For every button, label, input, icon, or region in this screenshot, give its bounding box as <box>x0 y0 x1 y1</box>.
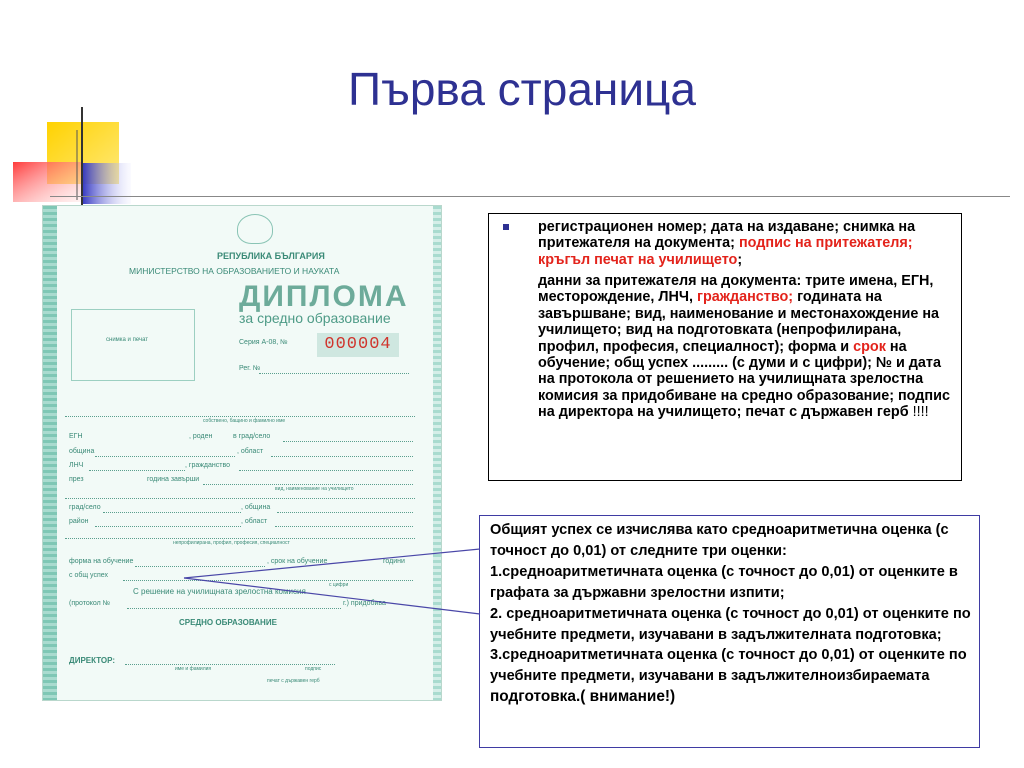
diploma-in-city: в град/село <box>233 433 271 440</box>
diploma-success: с общ успех <box>69 572 109 579</box>
diploma-municipality: община <box>69 448 95 455</box>
diploma-egn: ЕГН <box>69 433 83 440</box>
text-line: 3.средноаритметичната оценка (с точност до 0,01) от оценките по учебните предмети, изучавани в задължителноизбираемата <box>490 647 967 685</box>
text-span: годината на завършване; вид, наименование и местонахождение на училището; вид на подготовката (непрофилирана, профил, професия, специалност); форма и <box>538 289 940 355</box>
text-line: 1.средноаритметичната оценка (с точност до 0,01) от оценките в графата за държавни зрелостни изпити; <box>490 563 958 601</box>
text-span: регистрационен номер; дата на издаване; снимка на притежателя на документа; <box>538 219 916 252</box>
diploma-digits: с цифри <box>329 582 349 588</box>
slide-title: Първа страница <box>348 63 696 115</box>
diploma-region: , област <box>237 448 264 455</box>
diploma-term: , срок на обучение <box>267 558 328 565</box>
diploma-profile-caption: непрофилирана, профил, професия, специалност <box>173 540 290 546</box>
diploma-director: ДИРЕКТОР: <box>69 656 116 665</box>
diploma-lnch: ЛНЧ <box>69 462 84 469</box>
diploma-name-sig: име и фамилия <box>175 666 212 672</box>
diploma-republic: РЕПУБЛИКА БЪЛГАРИЯ <box>217 251 325 261</box>
text-span: !!!! <box>912 404 929 421</box>
diploma-stamp: печат с държавен герб <box>267 678 320 684</box>
diploma-city-village: град/село <box>69 504 101 511</box>
diploma-title: ДИПЛОМА <box>239 280 409 313</box>
diploma-district: район <box>69 518 89 525</box>
diploma-region2: , област <box>241 518 268 525</box>
diploma-series: Серия А-08, № <box>239 339 288 346</box>
diploma-reg: Рег. № <box>239 365 261 372</box>
diploma-secondary: СРЕДНО ОБРАЗОВАНИЕ <box>179 618 277 627</box>
diploma-born: , роден <box>189 433 213 440</box>
text-span: ; <box>737 251 743 268</box>
highlight-text: подпис на притежателя; кръгъл печат на училището <box>538 235 913 268</box>
highlight-text: срок <box>853 338 886 355</box>
diploma-school-caption: вид, наименование на училището <box>275 486 354 492</box>
diploma-signature: подпис <box>305 666 322 672</box>
connector-line <box>184 549 480 578</box>
text-span: на обучение; общ успех ......... (с думи и с цифри); № и дата на протокола от решението на училищната зрелостна комисия за придобиване на средно образование; подпис на директора на училището; печат с държавен герб <box>538 338 950 421</box>
diploma-protocol-end: г.) придобива <box>343 600 386 607</box>
text-line: 2. средноаритметичната оценка (с точност до 0,01) от оценките по учебните предмети, изучавани в задължителната подготовка; <box>490 605 971 643</box>
diploma-citizenship: , гражданство <box>185 462 230 469</box>
diploma-subtitle: за средно образование <box>239 310 391 326</box>
highlight-text: гражданство; <box>696 289 794 306</box>
diploma-name-caption: собствено, бащино и фамилно име <box>203 418 286 424</box>
diploma-protocol: (протокол № <box>69 600 111 607</box>
diploma-form: форма на обучение <box>69 558 134 565</box>
diploma-photo-label: снимка и печат <box>106 337 149 343</box>
diploma-decision: С решение на училищната зрелостна комисия <box>133 587 306 596</box>
text-line-emphasis: подготовка.( внимание!) <box>490 688 676 706</box>
text-span: данни за притежателя на документа: трите имена, ЕГН, месторождение, ЛНЧ, <box>538 273 934 306</box>
diploma-years: години <box>383 558 405 565</box>
diploma-municipality2: , община <box>241 504 271 511</box>
diploma-year-finished: година завърши <box>147 476 200 483</box>
diploma-through: през <box>69 476 84 483</box>
diploma-ministry: МИНИСТЕРСТВО НА ОБРАЗОВАНИЕТО И НАУКАТА <box>129 266 340 276</box>
connector-line <box>184 578 480 614</box>
diploma-serial-number: 000004 <box>317 333 399 357</box>
text-line: Общият успех се изчислява като средноаритметична оценка (с точност до 0,01) от следните три оценки: <box>490 522 949 559</box>
